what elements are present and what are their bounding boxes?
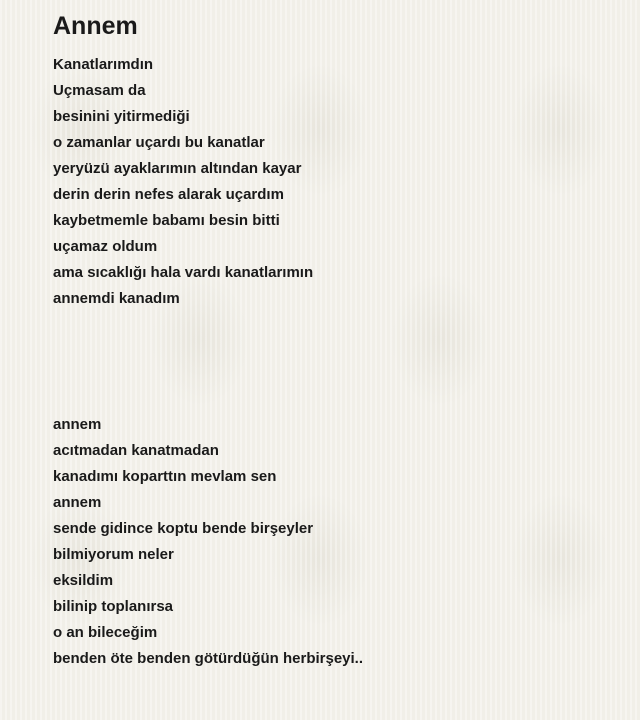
poem-line: annem <box>53 416 102 433</box>
poem-line: ama sıcaklığı hala vardı kanatlarımın <box>53 264 314 281</box>
poem-line: acıtmadan kanatmadan <box>53 442 219 459</box>
poem-line: uçamaz oldum <box>53 238 158 255</box>
poem-title: Annem <box>53 12 138 40</box>
poem-line: annem <box>53 494 102 511</box>
poem-line: bilinip toplanırsa <box>53 598 174 615</box>
poem-line: yeryüzü ayaklarımın altından kayar <box>53 160 302 177</box>
poem-line: benden öte benden götürdüğün herbirşeyi.. <box>53 650 364 667</box>
poem-line: o an bileceğim <box>53 624 158 641</box>
poem-line: Uçmasam da <box>53 82 146 99</box>
poem-line: o zamanlar uçardı bu kanatlar <box>53 134 265 151</box>
poem-stanza-2 <box>53 412 613 672</box>
poem-line: annemdi kanadım <box>53 290 180 307</box>
poem-stanza-1 <box>53 52 613 312</box>
poem-line: bilmiyorum neler <box>53 546 174 563</box>
poem-line: kaybetmemle babamı besin bitti <box>53 212 280 229</box>
poem-page <box>53 10 613 672</box>
poem-line: kanadımı koparttın mevlam sen <box>53 468 277 485</box>
poem-line: eksildim <box>53 572 114 589</box>
poem-line: sende gidince koptu bende birşeyler <box>53 520 314 537</box>
poem-line: Kanatlarımdın <box>53 56 154 73</box>
poem-line: derin derin nefes alarak uçardım <box>53 186 284 203</box>
poem-line: besinini yitirmediği <box>53 108 190 125</box>
